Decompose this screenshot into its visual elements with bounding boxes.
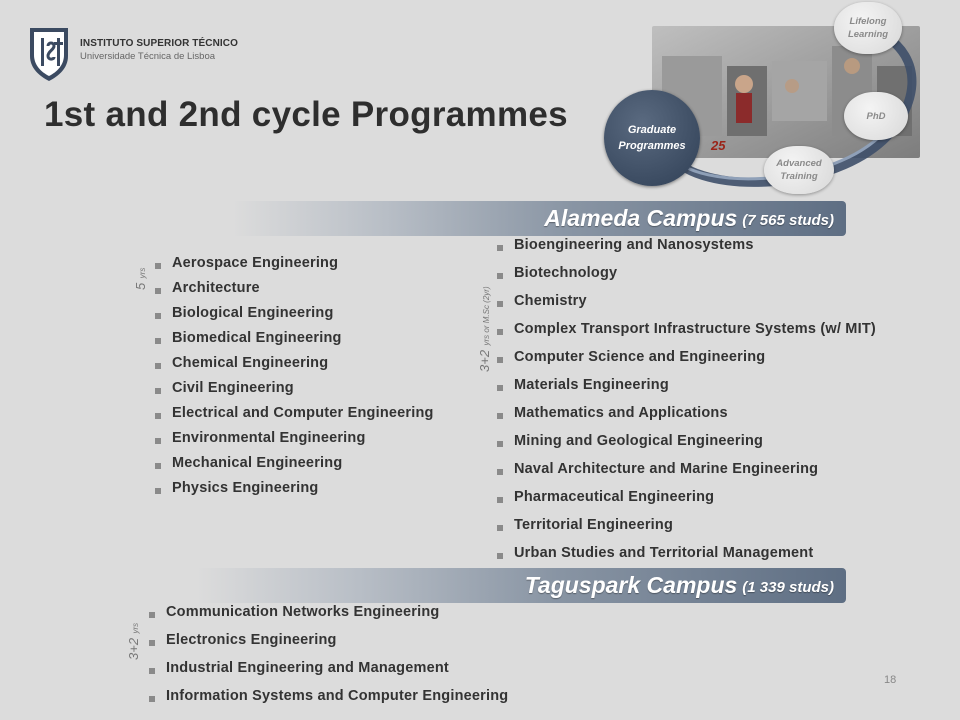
bullet-square-icon: [155, 363, 161, 369]
programme-name: Bioengineering and Nanosystems: [514, 237, 754, 253]
list-item: [497, 374, 876, 402]
list-item: [497, 458, 876, 486]
list-item: [149, 601, 508, 629]
programme-name: Complex Transport Infrastructure Systems (w/ MIT): [514, 321, 876, 337]
tagus-duration-value: 3+2: [126, 637, 141, 660]
duration-5-value: 5: [133, 282, 148, 290]
programme-name: Communication Networks Engineering: [166, 604, 440, 620]
list-item: [497, 290, 876, 318]
bullet-square-icon: [155, 413, 161, 419]
taguspark-campus-banner: [196, 568, 846, 603]
list-item: [497, 514, 876, 542]
bullet-square-icon: [155, 263, 161, 269]
bullet-square-icon: [149, 640, 155, 646]
programme-name: Mining and Geological Engineering: [514, 433, 764, 449]
list-item: [155, 428, 434, 453]
phd-label: PhD: [866, 110, 886, 122]
duration-label-3plus2-taguspark: [125, 623, 143, 660]
bullet-square-icon: [149, 668, 155, 674]
list-item: [149, 629, 508, 657]
bullet-square-icon: [155, 338, 161, 344]
bullet-square-icon: [497, 525, 503, 531]
lifelong-line2: Learning: [847, 29, 889, 40]
list-item: [155, 453, 434, 478]
programme-name: Information Systems and Computer Engineering: [166, 688, 509, 704]
programme-name: Materials Engineering: [514, 377, 669, 393]
programme-name: Chemistry: [514, 293, 587, 309]
programme-name: Aerospace Engineering: [172, 255, 339, 271]
programme-name: Mechanical Engineering: [172, 455, 343, 471]
taguspark-programme-list: [149, 601, 508, 713]
bullet-square-icon: [155, 388, 161, 394]
graduate-programme-count: 25: [711, 138, 726, 153]
phd-bubble: [844, 92, 908, 140]
programme-name: Mathematics and Applications: [514, 405, 728, 421]
list-item: [497, 346, 876, 374]
alameda-3plus2-programme-list: [497, 234, 876, 570]
list-item: [155, 353, 434, 378]
duration-3plus2-value: 3+2: [477, 349, 492, 372]
list-item: [155, 328, 434, 353]
list-item: [155, 253, 434, 278]
programme-name: Electrical and Computer Engineering: [172, 405, 434, 421]
bullet-square-icon: [149, 612, 155, 618]
graduate-label-line1: Graduate: [627, 124, 677, 136]
alameda-campus-name: Alameda Campus: [544, 205, 738, 231]
bullet-square-icon: [497, 497, 503, 503]
bullet-square-icon: [497, 357, 503, 363]
lifelong-learning-bubble: [834, 2, 902, 54]
bullet-square-icon: [497, 245, 503, 251]
programme-name: Computer Science and Engineering: [514, 349, 766, 365]
tagus-duration-unit: yrs: [131, 622, 140, 634]
bullet-square-icon: [497, 329, 503, 335]
programme-name: Environmental Engineering: [172, 430, 366, 446]
list-item: [497, 262, 876, 290]
advanced-line2: Training: [780, 171, 818, 182]
programme-name: Urban Studies and Territorial Management: [514, 545, 814, 561]
page-number: 18: [884, 674, 897, 686]
programme-name: Civil Engineering: [172, 380, 294, 396]
list-item: [497, 402, 876, 430]
programme-name: Industrial Engineering and Management: [166, 660, 449, 676]
programme-name: Biomedical Engineering: [172, 330, 342, 346]
bullet-square-icon: [497, 469, 503, 475]
bullet-square-icon: [155, 488, 161, 494]
duration-label-3plus2-alameda: [476, 286, 494, 372]
lifelong-line1: Lifelong: [849, 16, 887, 27]
bullet-square-icon: [497, 441, 503, 447]
programme-name: Architecture: [172, 280, 260, 296]
bullet-square-icon: [155, 313, 161, 319]
duration-3plus2-unit: yrs or M.Sc (2yr): [482, 286, 491, 346]
alameda-student-count: (7 565 studs): [742, 212, 834, 229]
list-item: [155, 378, 434, 403]
programme-name: Biological Engineering: [172, 305, 334, 321]
bullet-square-icon: [497, 385, 503, 391]
programme-name: Naval Architecture and Marine Engineering: [514, 461, 819, 477]
list-item: [497, 430, 876, 458]
list-item: [497, 318, 876, 346]
alameda-campus-banner: [232, 201, 846, 236]
alameda-5yr-programme-list: [155, 253, 434, 503]
advanced-training-bubble: [764, 146, 834, 194]
bullet-square-icon: [497, 301, 503, 307]
taguspark-student-count: (1 339 studs): [742, 579, 834, 596]
bullet-square-icon: [155, 288, 161, 294]
graduate-programmes-circle: [604, 90, 700, 186]
bullet-square-icon: [155, 438, 161, 444]
institution-name: INSTITUTO SUPERIOR TÉCNICO: [80, 38, 238, 49]
list-item: [497, 234, 876, 262]
bullet-square-icon: [497, 413, 503, 419]
graduate-label-line2: Programmes: [618, 140, 686, 152]
programme-name: Territorial Engineering: [514, 517, 674, 533]
programme-name: Physics Engineering: [172, 480, 319, 496]
list-item: [155, 478, 434, 503]
page-title: 1st and 2nd cycle Programmes: [44, 95, 568, 134]
list-item: [149, 685, 508, 713]
programme-name: Electronics Engineering: [166, 632, 337, 648]
bullet-square-icon: [149, 696, 155, 702]
bullet-square-icon: [497, 273, 503, 279]
programme-name: Chemical Engineering: [172, 355, 329, 371]
programme-name: Pharmaceutical Engineering: [514, 489, 715, 505]
list-item: [149, 657, 508, 685]
bullet-square-icon: [155, 463, 161, 469]
duration-label-5yrs: [132, 268, 150, 290]
university-name: Universidade Técnica de Lisboa: [80, 51, 216, 62]
list-item: [497, 486, 876, 514]
taguspark-campus-name: Taguspark Campus: [524, 572, 738, 598]
list-item: [497, 542, 876, 570]
ist-logo-icon: [27, 26, 71, 82]
list-item: [155, 303, 434, 328]
programme-name: Biotechnology: [514, 265, 618, 281]
list-item: [155, 403, 434, 428]
duration-5-unit: yrs: [138, 267, 147, 279]
advanced-line1: Advanced: [776, 158, 822, 169]
bullet-square-icon: [497, 553, 503, 559]
list-item: [155, 278, 434, 303]
